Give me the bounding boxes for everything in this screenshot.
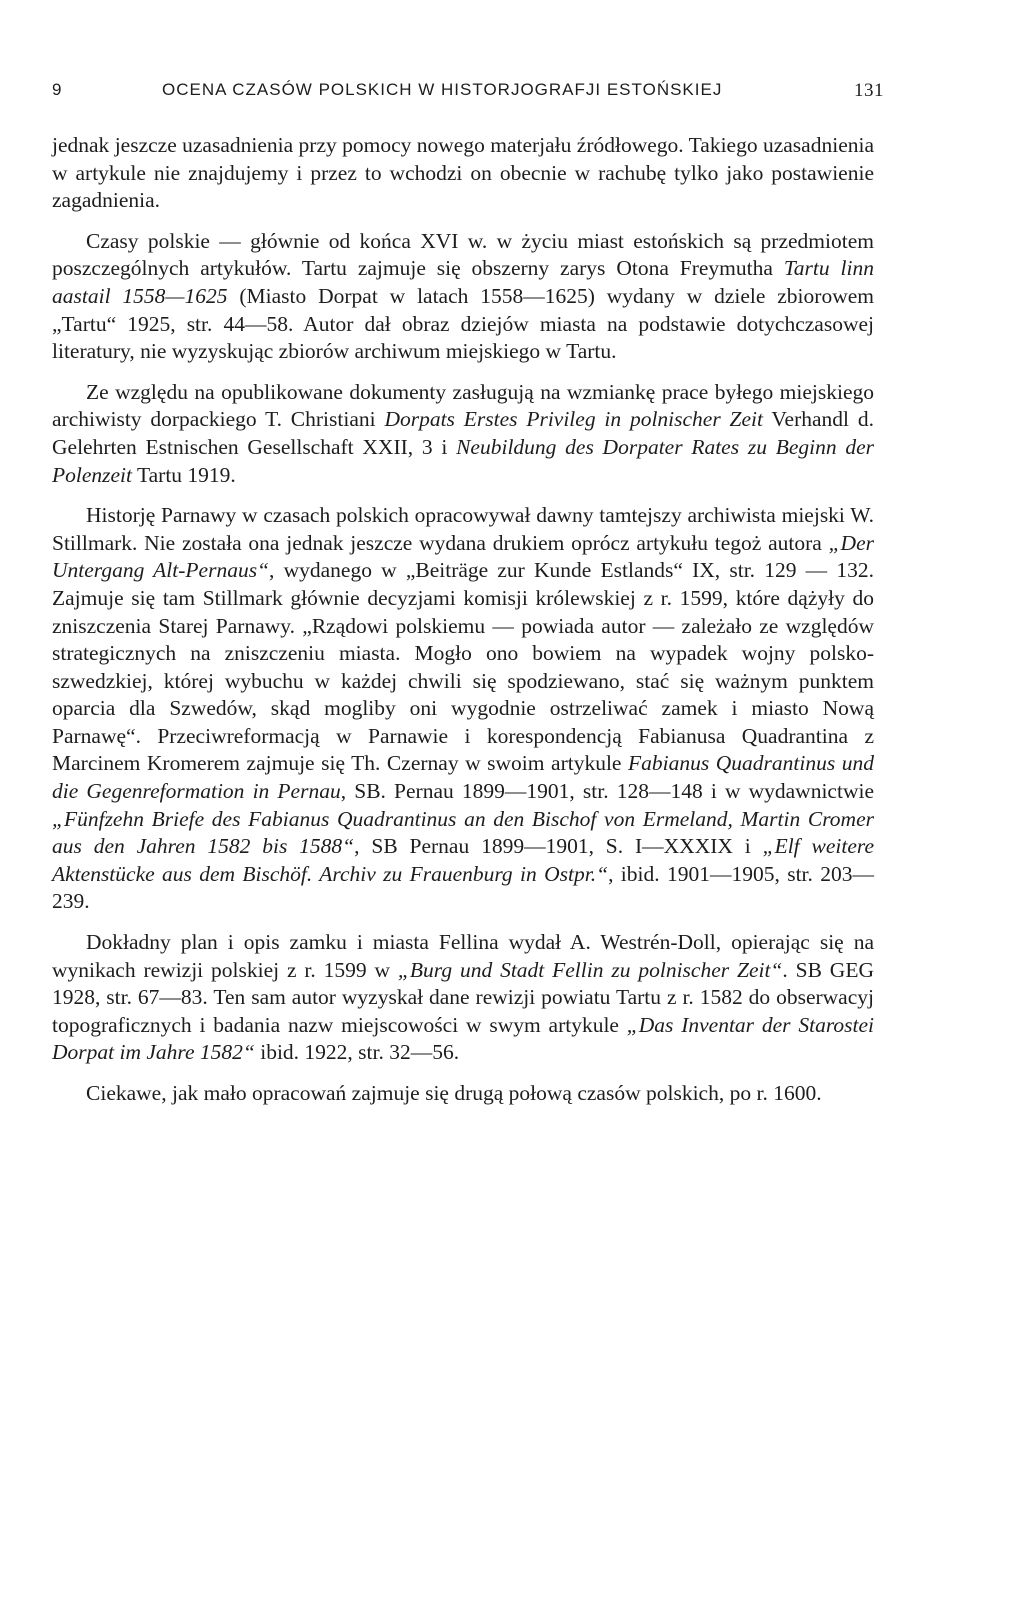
page-number-left: 9: [52, 80, 62, 99]
paragraph: [52, 132, 874, 215]
running-title: OCENA CZASÓW POLSKICH W HISTORJOGRAFJI ESTOŃSKIEJ: [162, 80, 723, 99]
text-run: jednak jeszcze uzasadnienia przy pomocy nowego materjału źródłowego. Takiego uzasadnienia w artykule nie znajdujemy i przez to wchodzi on obecnie w rachubę tylko jako postawienie zagadnienia.: [52, 133, 874, 213]
body-text: [52, 132, 874, 1108]
italic-title: „Der Untergang Alt-Pernaus“: [52, 530, 874, 583]
paragraph: [52, 929, 874, 1067]
text-run: , SB Pernau 1899—1901, S. I—XXXIX i: [354, 834, 763, 859]
italic-title: Fabianus Quadrantinus und die Gegenreformation in Pernau: [52, 751, 874, 804]
italic-title: „Elf weitere Aktenstücke aus dem Bischöf. Archiv zu Frauenburg in Ostpr.“: [52, 834, 874, 886]
page-number-right: 131: [854, 80, 884, 101]
italic-title: Dorpats Erstes Privileg in polnischer Zeit: [384, 407, 763, 432]
text-run: Czasy polskie — głównie od końca XVI w. w życiu miast estońskich są przedmiotem poszczególnych artykułów. Tartu zajmuje się obszerny zarys Otona Freymutha: [52, 228, 874, 281]
text-run: Ciekawe, jak mało opracowań zajmuje się drugą połową czasów polskich, po r. 1600.: [86, 1081, 822, 1105]
italic-title: „Burg und Stadt Fellin zu polnischer Zeit“: [397, 957, 783, 982]
text-run: . SB GEG 1928, str. 67—83. Ten sam autor wyzyskał dane rewizji powiatu Tartu z r. 1582 do obserwacyj topograficznych i badania nazw miejscowości w swym artykule: [52, 957, 874, 1037]
italic-title: „Fünfzehn Briefe des Fabianus Quadrantinus an den Bischof von Ermeland, Martin Cromer aus den Jahren 1582 bis 1588“: [52, 806, 874, 859]
paragraph: [52, 502, 874, 916]
text-run: Dokładny plan i opis zamku i miasta Fellina wydał A. Westrén-Doll, opierając się na wynikach rewizji polskiej z r. 1599 w: [52, 930, 874, 982]
text-run: Tartu 1919.: [132, 462, 236, 487]
text-run: Historję Parnawy w czasach polskich opracowywał dawny tamtejszy archiwista miejski W. Stillmark. Nie została ona jednak jeszcze wydana drukiem oprócz artykułu tegoż autora: [52, 503, 874, 555]
text-run: Verhandl d. Gelehrten Estnischen Gesellschaft XXII, 3 i: [52, 407, 874, 459]
text-run: (Miasto Dorpat w latach 1558—1625) wydany w dziele zbiorowem „Tartu“ 1925, str. 44—58. Autor dał obraz dziejów miasta na podstawie dotychczasowej literatury, nie wyzyskując zbiorów archiwum miejskiego w Tartu.: [52, 283, 874, 364]
paragraph: [52, 379, 874, 489]
page-header: [52, 80, 884, 110]
text-run: ibid. 1922, str. 32—56.: [254, 1040, 460, 1065]
paragraph: [52, 1080, 874, 1108]
text-run: , SB. Pernau 1899—1901, str. 128—148 i w wydawnictwie: [340, 779, 874, 804]
text-run: Ze względu na opublikowane dokumenty zasługują na wzmiankę prace byłego miejskiego archiwisty dorpackiego T. Christiani: [52, 379, 874, 432]
text-run: , wydanego w „Beiträge zur Kunde Estlands“ IX, str. 129 — 132. Zajmuje się tam Stillmark głównie decyzjami komisji królewskiej z r. 1599, które dążyły do zniszczenia Starej Parnawy. „Rządowi polskiemu — powiada autor — zależało ze względów strategicznych na zniszczeniu miasta. Mogło ono bowiem na wypadek wojny polsko-szwedzkiej, której wybuchu w każdej chwili się spodziewano, stać się ważnym punktem oparcia dla Szwedów, skąd mogliby oni wygodnie ostrzeliwać zamek i miasto Nową Parnawę“. Przeciwreformacją w Parnawie i korespondencją Fabianusa Quadrantina z Marcinem Kromerem zajmuje się Th. Czernay w swoim artykule: [52, 558, 874, 776]
italic-title: Tartu linn aastail 1558—1625: [52, 256, 874, 308]
italic-title: Neubildung des Dorpater Rates zu Beginn der Polenzeit: [52, 434, 874, 487]
text-run: , ibid. 1901—1905, str. 203—239.: [52, 861, 874, 914]
italic-title: „Das Inventar der Starostei Dorpat im Jahre 1582“: [52, 1012, 874, 1065]
paragraph: [52, 228, 874, 366]
